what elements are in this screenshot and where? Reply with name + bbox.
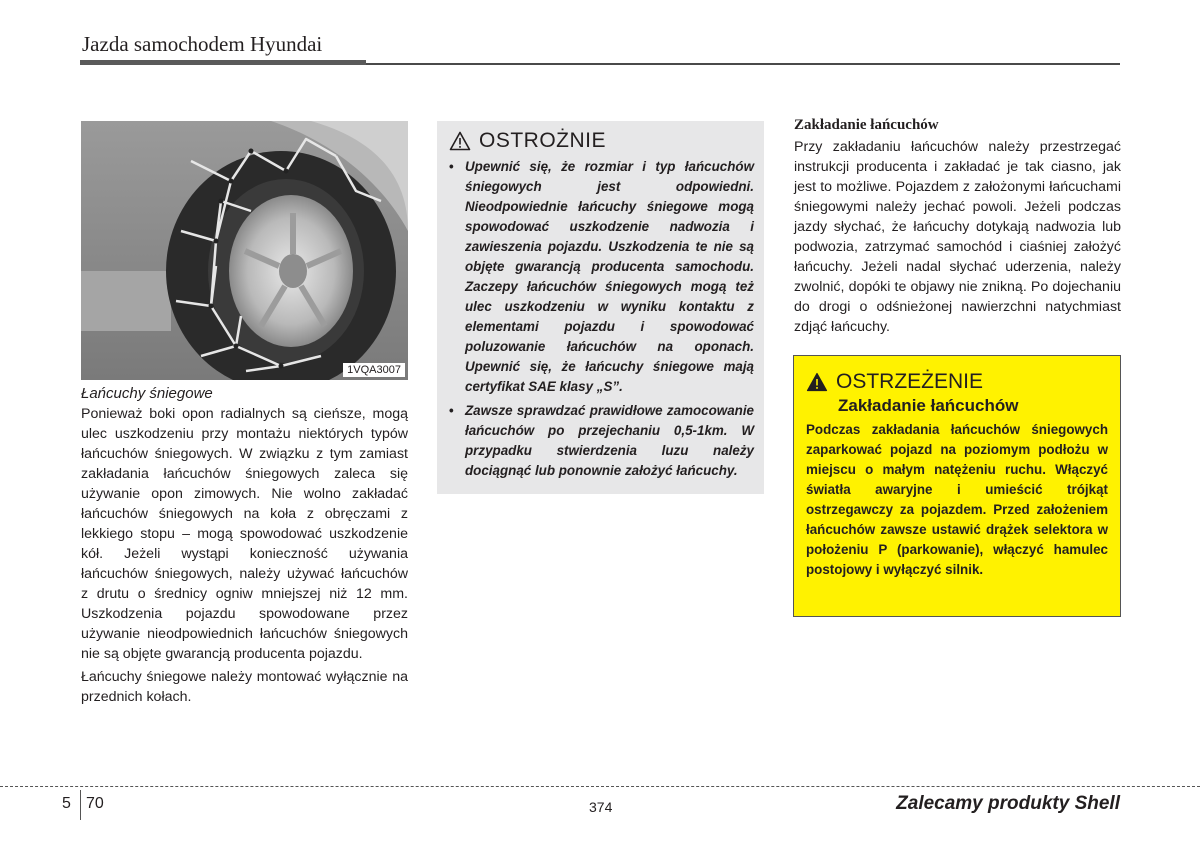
warning-triangle-icon: [806, 372, 828, 392]
paragraph: Łańcuchy śniegowe należy montować wyłącznie na przednich kołach.: [81, 669, 408, 705]
warning-header: [806, 370, 1108, 394]
document-page-number: 374: [589, 799, 613, 815]
page-header-title: Jazda samochodem Hyundai: [82, 32, 323, 56]
section-title: Łańcuchy śniegowe: [81, 385, 213, 402]
paragraph: Przy zakładaniu łańcuchów należy przestrzegać instrukcji producenta i zakładać je tak ciasno, jak jest to możliwe. Pojazdem z założonymi łańcuchami śniegowymi należy jechać powoli. Jeżeli podczas jazdy słychać, że łańcuchy dotykają nadwozia lub podwozia, zatrzymać samochód i ciaśniej założyć łańcuchy. Jeżeli nadal słychać uderzenia, należy zwolnić, dopóki te objawy nie znikną. Po dojechaniu do drogi o odśnieżonej nawierzchni natychmiast zdjąć łańcuchy.: [794, 139, 1121, 335]
caution-item: • Zawsze sprawdzać prawidłowe zamocowanie łańcuchów po przejechaniu 0,5-1km. W przypadku stwierdzenia luzu należy dociągnąć lub ponownie założyć łańcuchy.: [449, 401, 754, 481]
caution-list: [449, 157, 754, 481]
paragraph: Ponieważ boki opon radialnych są cieńsze, mogą ulec uszkodzeniu przy montażu niektórych typów łańcuchów śniegowych. W związku z tym zamiast zakładania łańcuchów śniegowych zaleca się używanie opon zimowych. Nie wolno zakładać łańcuchów śniegowych na koła z obręczami z lekkiego stopu – mogą spowodować uszkodzenie kół. Jeżeli wystąpi konieczność używania łańcuchów śniegowych, należy używać łańcuchów z drutu o średnicy ogniw mniejszej niż 12 mm. Uszkodzenia pojazdu spowodowane przez używanie nieodpowiednich łańcuchów śniegowych nie są objęte gwarancją producenta pojazdu.: [81, 406, 408, 662]
section-snow-chains: [81, 385, 408, 707]
caution-title: OSTROŻNIE: [479, 129, 607, 152]
footer-vertical-divider: [80, 790, 81, 820]
footer-divider-line: [0, 786, 1200, 787]
caution-item: • Upewnić się, że rozmiar i typ łańcuchów śniegowych jest odpowiedni. Nieodpowiednie łańcuchy śniegowe mogą spowodować uszkodzenie nadwozia i zawieszenia pojazdu. Uszkodzenia te nie są objęte gwarancją producenta samochodu. Zaczepy łańcuchów śniegowych mogą też ulec uszkodzeniu w wyniku kontaktu z elementami pojazdu i spowodować poluzowanie łańcuchów na oponach. Upewnić się, że łańcuchy śniegowe mają certyfikat SAE klasy „S”.: [449, 157, 754, 397]
warning-triangle-icon: [449, 131, 471, 151]
page-number: 70: [86, 795, 104, 812]
tire-chain-photo: [81, 121, 408, 380]
warning-text: Podczas zakładania łańcuchów śniegowych zaparkować pojazd na poziomym podłożu w miejscu o małym natężeniu ruchu. Włączyć światła awaryjne i umieścić trójkąt ostrzegawczy za pojazdem. Przed założeniem łańcuchów zawsze ustawić drążek selektora w położeniu P (parkowanie), włączyć hamulec postojowy i wyłączyć silnik.: [806, 422, 1108, 577]
warning-box: [793, 355, 1121, 617]
image-code: 1VQA3007: [343, 363, 405, 377]
chapter-number: 5: [62, 795, 71, 812]
caution-header: [449, 129, 754, 153]
header-bar-thick: [80, 60, 366, 65]
header-bar-thin: [366, 63, 1120, 65]
footer-brand: Zalecamy produkty Shell: [896, 793, 1120, 814]
tire-chain-illustration: [81, 121, 408, 380]
caution-box: [437, 121, 764, 494]
warning-title: OSTRZEŻENIE: [836, 370, 984, 393]
section-title: Zakładanie łańcuchów: [794, 117, 939, 133]
warning-subtitle: Zakładanie łańcuchów: [838, 396, 1019, 415]
